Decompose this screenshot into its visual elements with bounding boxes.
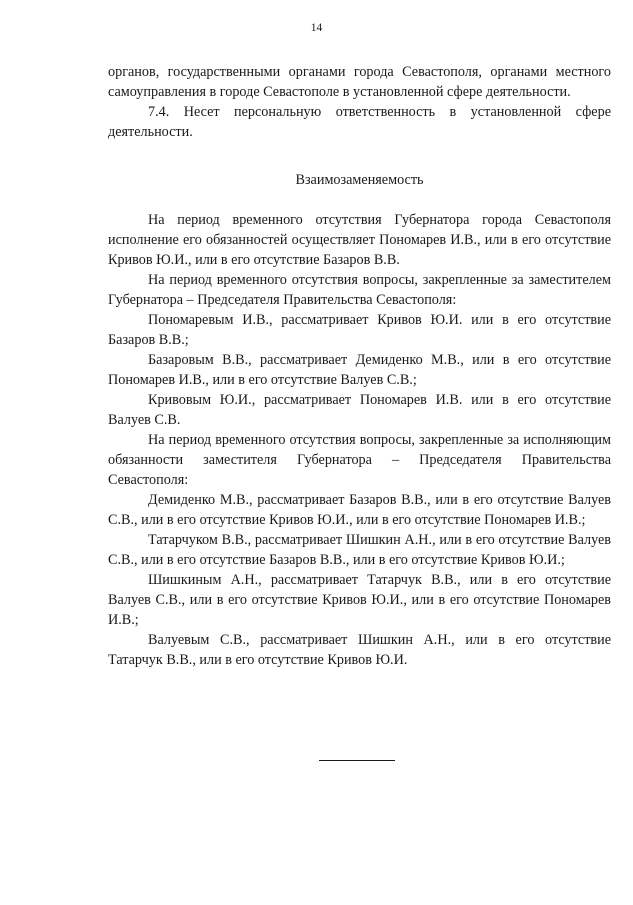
page-number: 14: [310, 22, 323, 34]
paragraph-deputy-absence: На период временного отсутствия вопросы, закрепленные за заместителем Губернатора – Председателя Правительства Севастополя:: [108, 272, 611, 308]
section-heading: Взаимозаменяемость: [295, 172, 424, 188]
document-body: [108, 62, 611, 670]
entry-bazarov: Базаровым В.В., рассматривает Демиденко М.В., или в его отсутствие Пономарев И.В., или в его отсутствие Валуев С.В.;: [108, 352, 611, 388]
closing-rule: [319, 760, 395, 761]
entry-tatarchuk: Татарчуком В.В., рассматривает Шишкин А.Н., или в его отсутствие Валуев С.В., или в его отсутствие Базаров В.В., или в его отсутствие Кривов Ю.И.;: [108, 532, 611, 568]
paragraph-7-4: 7.4. Несет персональную ответственность в установленной сфере деятельности.: [108, 104, 611, 140]
entry-ponomarev: Пономаревым И.В., рассматривает Кривов Ю.И. или в его отсутствие Базаров В.В.;: [108, 312, 611, 348]
entry-valuev: Валуевым С.В., рассматривает Шишкин А.Н., или в его отсутствие Татарчук В.В., или в его отсутствие Кривов Ю.И.: [108, 632, 611, 668]
paragraph-continuation: органов, государственными органами города Севастополя, органами местного самоуправления в городе Севастополе в установленной сфере деятельности.: [108, 64, 611, 100]
entry-krivov: Кривовым Ю.И., рассматривает Пономарев И.В. или в его отсутствие Валуев С.В.: [108, 392, 611, 428]
paragraph-governor-absence: На период временного отсутствия Губернатора города Севастополя исполнение его обязанностей осуществляет Пономарев И.В., или в его отсутствие Кривов Ю.И., или в его отсутствие Базаров В.В.: [108, 212, 611, 268]
entry-shishkin: Шишкиным А.Н., рассматривает Татарчук В.В., или в его отсутствие Валуев С.В., или в его отсутствие Кривов Ю.И., или в его отсутствие Пономарев И.В.;: [108, 572, 611, 628]
paragraph-acting-deputy-absence: На период временного отсутствия вопросы, закрепленные за исполняющим обязанности заместителя Губернатора – Председателя Правительства Севастополя:: [108, 432, 611, 488]
entry-demidenko: Демиденко М.В., рассматривает Базаров В.В., или в его отсутствие Валуев С.В., или в его отсутствие Кривов Ю.И., или в его отсутствие Пономарев И.В.;: [108, 492, 611, 528]
